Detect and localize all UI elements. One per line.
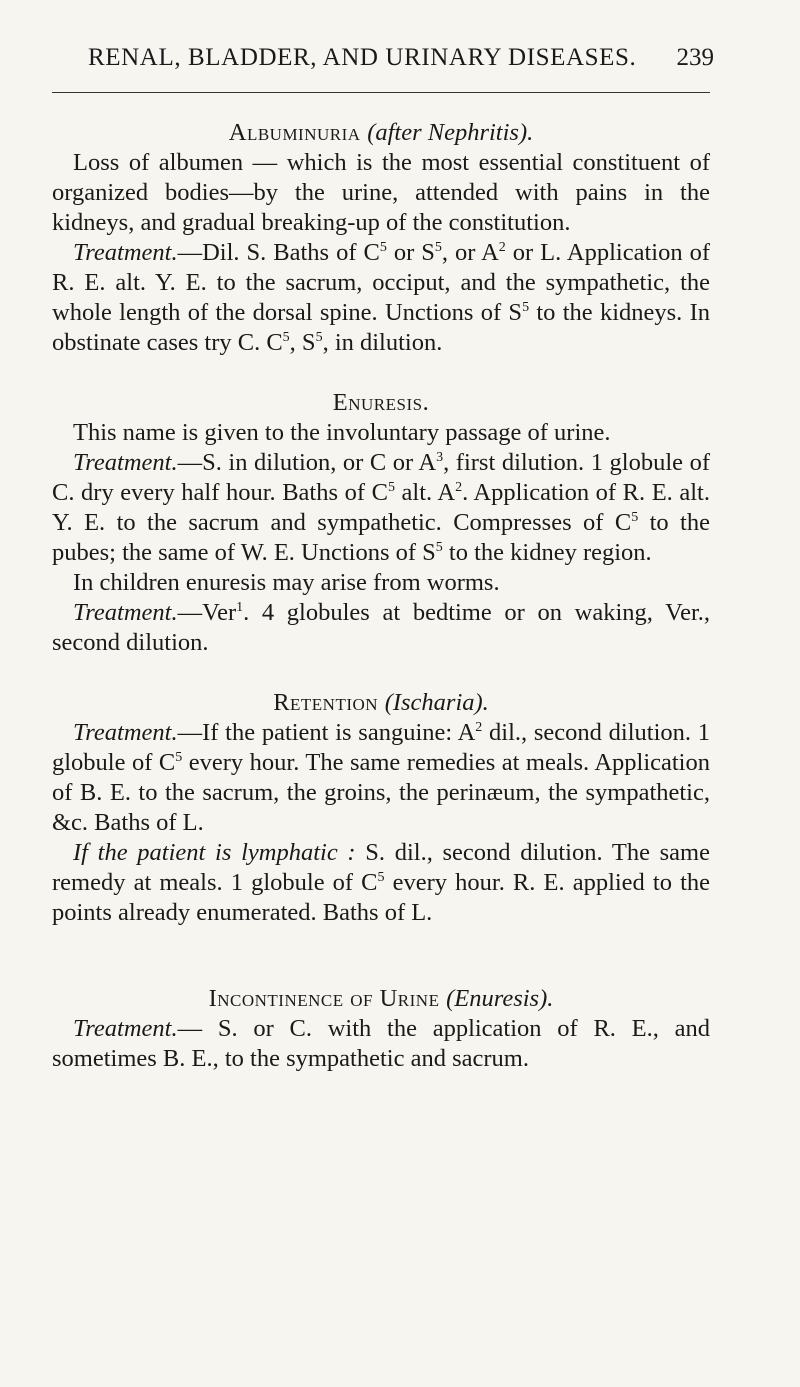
paragraph bbox=[52, 718, 710, 838]
text-run: or S bbox=[386, 239, 435, 266]
header-rule bbox=[52, 92, 710, 93]
text-run: —S. in dilution, or C or A bbox=[177, 449, 437, 476]
treatment-label: Treatment. bbox=[73, 239, 178, 266]
text-run: or L. Application of R. E. alt. Y. E. to the sacrum, occiput, and the sympathetic, the whole length of the dorsal spine. Unctions of S bbox=[52, 239, 710, 326]
superscript: 2 bbox=[455, 480, 463, 495]
page-body bbox=[52, 118, 710, 1074]
text-run: . 4 globules at bedtime or on waking, Ver., second dilution. bbox=[52, 599, 710, 656]
superscript: 2 bbox=[475, 720, 483, 735]
paragraph bbox=[52, 448, 710, 568]
text-run: —If the patient is sanguine: A bbox=[177, 719, 476, 746]
section-heading-retention bbox=[52, 688, 710, 718]
text-run: to the pubes; the same of W. E. Unctions of S bbox=[52, 509, 710, 566]
superscript: 1 bbox=[236, 600, 244, 615]
paragraph bbox=[52, 1014, 710, 1074]
heading-text: Albuminuria bbox=[228, 119, 361, 146]
superscript: 5 bbox=[379, 240, 387, 255]
superscript: 2 bbox=[498, 240, 506, 255]
text-run: dil., second dilution. 1 globule of C bbox=[52, 719, 711, 776]
treatment-label: Treatment. bbox=[73, 599, 178, 626]
heading-subtitle: (Ischaria). bbox=[384, 689, 489, 716]
text-run: alt. A bbox=[394, 479, 456, 506]
text-run: S. dil., second dilution. The same remedy at meals. 1 globule of C bbox=[52, 839, 710, 896]
superscript: 5 bbox=[175, 750, 183, 765]
text-run: —Dil. S. Baths of C bbox=[177, 239, 380, 266]
heading-text: Retention bbox=[273, 689, 379, 716]
lymphatic-label: If the patient is lymphatic : bbox=[73, 839, 356, 866]
superscript: 5 bbox=[377, 870, 385, 885]
text-run: — S. or C. with the application of R. E., and sometimes B. E., to the sympathetic and sacrum. bbox=[52, 1015, 710, 1072]
text-run: , first dilution. 1 globule of C. dry every half hour. Baths of C bbox=[52, 449, 710, 506]
section-heading-enuresis: Enuresis. bbox=[332, 389, 430, 416]
superscript: 3 bbox=[436, 450, 444, 465]
heading-subtitle: (after Nephritis). bbox=[367, 119, 534, 146]
superscript: 5 bbox=[315, 330, 323, 345]
treatment-label: Treatment. bbox=[73, 719, 178, 746]
heading-subtitle: (Enuresis). bbox=[446, 985, 554, 1012]
superscript: 5 bbox=[387, 480, 395, 495]
superscript: 5 bbox=[434, 240, 442, 255]
heading-text: Incontinence of Urine bbox=[208, 985, 440, 1012]
running-head bbox=[0, 44, 800, 84]
paragraph: In children enuresis may arise from worms. bbox=[73, 569, 500, 596]
text-run: to the kidneys. In obstinate cases try C. C bbox=[52, 299, 710, 356]
paragraph bbox=[52, 838, 710, 928]
page-number: 239 bbox=[676, 44, 714, 71]
superscript: 5 bbox=[522, 300, 530, 315]
text-run: , S bbox=[289, 329, 316, 356]
superscript: 5 bbox=[631, 510, 639, 525]
running-title: RENAL, BLADDER, AND URINARY DISEASES. bbox=[88, 44, 637, 71]
treatment-label: Treatment. bbox=[73, 1015, 178, 1042]
paragraph bbox=[52, 598, 710, 658]
text-run: , in dilution. bbox=[322, 329, 443, 356]
superscript: 5 bbox=[282, 330, 290, 345]
paragraph bbox=[52, 238, 710, 358]
text-run: , or A bbox=[441, 239, 499, 266]
text-run: every hour. R. E. applied to the points already enumerated. Baths of L. bbox=[52, 869, 711, 926]
section-heading-albuminuria bbox=[52, 118, 710, 148]
text-run: —Ver bbox=[177, 599, 237, 626]
paragraph: Loss of albumen — which is the most essential constituent of organized bodies—by the urine, attended with pains in the kidneys, and gradual breaking-up of the constitution. bbox=[52, 149, 710, 236]
superscript: 5 bbox=[435, 540, 443, 555]
text-run: to the kidney region. bbox=[442, 539, 652, 566]
text-run: . Application of R. E. alt. Y. E. to the sacrum and sympathetic. Compresses of C bbox=[52, 479, 710, 536]
treatment-label: Treatment. bbox=[73, 449, 178, 476]
paragraph: This name is given to the involuntary passage of urine. bbox=[73, 419, 611, 446]
text-run: every hour. The same remedies at meals. Application of B. E. to the sacrum, the groins, the perinæum, the sympathetic, &c. Baths of L. bbox=[52, 749, 710, 836]
section-heading-incontinence bbox=[52, 984, 710, 1014]
